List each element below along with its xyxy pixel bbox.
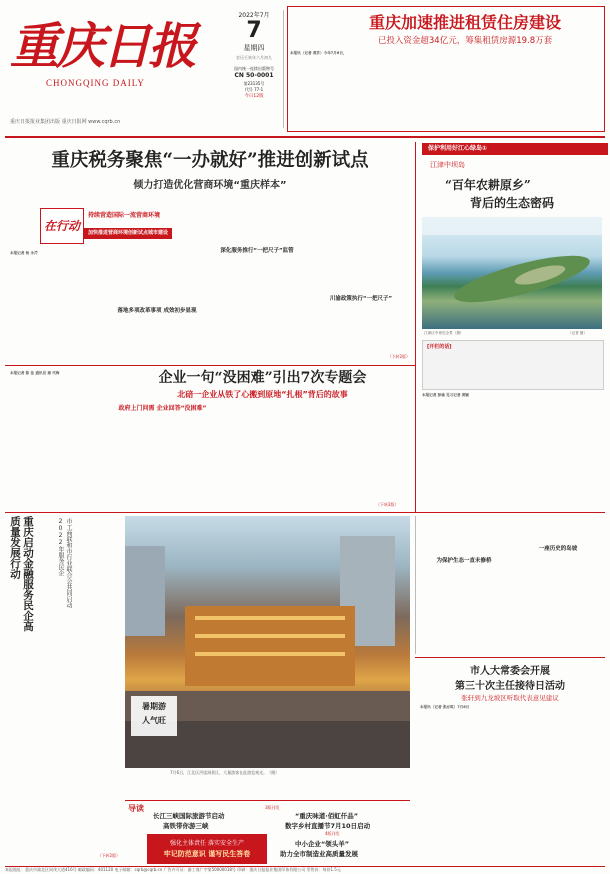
- meeting-byline: 本报讯（记者 张亦筑）7月6日: [420, 705, 470, 709]
- hongyadong-photo: [125, 516, 410, 768]
- logo: 重庆日报: [10, 17, 195, 75]
- day: 7: [246, 18, 262, 43]
- teaser3-page: 4版刊发: [325, 831, 340, 836]
- column-sub: 加快推进营商环境创新试点城市建设: [84, 228, 172, 239]
- island-caption: 江津区中坝岛全景（摄）: [424, 331, 464, 335]
- story4-headline: 重庆启动金融服务民企高质量发展行动: [9, 516, 34, 632]
- meeting-title-1: 市人大常委会开展: [470, 666, 550, 677]
- teaser1-page: 3版刊发: [265, 805, 280, 810]
- lead2-inner-heading2: 深化服务推行“一把尺子”监管: [220, 248, 294, 254]
- teaser2-line2[interactable]: 数字乡村直播节7月10日启动: [285, 822, 371, 830]
- story4-body-2: [8, 640, 120, 865]
- side-feature-title-1: “百年农耕原乡”: [445, 178, 531, 192]
- lead2-inner-heading3: 川渝政策执行“一把尺子”: [329, 296, 393, 302]
- teaser1-line1[interactable]: 长江三峡国际旅游节启动: [153, 812, 225, 820]
- story3-col1: [10, 370, 105, 510]
- lead2-col2: [112, 250, 202, 360]
- lead2-byline: 本报记者 杨 永芹: [10, 251, 38, 255]
- side-feature-kicker: 江津中坝岛: [430, 161, 465, 169]
- lead2-headline: 重庆税务聚焦“一办就好”推进创新试点: [51, 150, 369, 171]
- story3-headline: 企业一句“没困难”引出7次专题会: [158, 370, 367, 386]
- postal-code: 代号 77-1: [244, 87, 264, 92]
- cn-code: 国内统一连续出版物号: [234, 66, 274, 71]
- teaser1-line2[interactable]: 高铁带你游三峡: [163, 822, 209, 830]
- safety-ad: [147, 834, 267, 864]
- footer-text: 本报地址：重庆市渝北区同茂大道416号 邮政编码：401120 电子邮箱：cqrb@cqrb.cn 广告许可证：渝工商广字第50000018号 印刷：重庆日报报业集团印务有限公司 零售价：每份1.5元: [5, 867, 341, 872]
- policy-heading2: 一座历史的岛坡: [538, 546, 578, 552]
- story4-body: [80, 518, 120, 635]
- group-line: 重庆日报报业集团出版 重庆日报网 www.cqrb.cn: [10, 119, 121, 125]
- policy-col1: [420, 516, 508, 654]
- page-count: 今日12版: [244, 94, 264, 99]
- teaser-label: 导读: [128, 804, 144, 813]
- side-feature-body: [422, 392, 602, 512]
- side-feature-title-2: 背后的生态密码: [470, 196, 555, 210]
- date-block: [228, 10, 280, 99]
- english-name: CHONGQING DAILY: [46, 78, 145, 88]
- meeting-title-2: 第三十次主任接待日活动: [455, 681, 565, 692]
- date: 2022年7月: [238, 12, 270, 19]
- side-feature-byline: 本报记者 彭瑜 见习记者 黄颖: [422, 393, 469, 397]
- lead1-byline: 本报讯（记者 黄乔）今年7月6日，: [290, 51, 347, 55]
- lead2-col1: [10, 250, 105, 360]
- lead2-col3: [208, 208, 306, 360]
- lead1-box-border: [287, 6, 605, 132]
- lead2-subtitle: 倾力打造优化营商环境“重庆样本”: [133, 180, 287, 191]
- story3-continue: （下转2版）: [376, 502, 399, 507]
- photo-caption-box: [131, 696, 177, 736]
- photo-caption: 7月6日，江北区洪崖洞景区，大量游客在此游览观光。（摄）: [170, 770, 280, 775]
- teaser-area: [125, 800, 410, 867]
- island-illustration: [422, 217, 602, 329]
- column-banner: [40, 208, 220, 244]
- safety-ad-line1: 强化主体责任 落实安全生产: [170, 840, 244, 847]
- lead2-col4: [312, 208, 410, 360]
- teaser2-line1[interactable]: “重庆味道·佰虹仟品”: [295, 812, 359, 820]
- island-credit: （记者 摄）: [568, 331, 588, 335]
- policy-heading: 为保护生态一直未修桥: [436, 558, 492, 564]
- story4-continue: （下转2版）: [97, 853, 120, 858]
- story3-subtitle: 北碚一企业从铁了心搬到原地“扎根”背后的故事: [177, 390, 348, 399]
- story4-subtitle: 市工商联和市行业联合会共同启动2022年服务民企: [57, 518, 72, 608]
- photo-caption-title-2: 人气旺: [142, 716, 166, 725]
- cn-number: CN 50-0001: [234, 72, 274, 79]
- story3-byline: 本报记者 陈 佳 通讯员 秦 代梅: [10, 371, 60, 375]
- lunar: 农历壬寅年六月初九: [236, 55, 272, 60]
- meeting-subtitle: 张轩到九龙坡区听取代表意见建议: [461, 694, 559, 702]
- side-feature-bar: 保护利用好江心绿岛①: [422, 143, 608, 155]
- issue-number: 第23135号: [243, 81, 265, 86]
- lead2-continue: （下转2版）: [387, 354, 410, 359]
- lead2-inner-heading: 落地多项改革事项 成效初步显现: [117, 308, 197, 314]
- teaser3-line1[interactable]: 中小企业“领头羊”: [295, 840, 350, 848]
- photo-caption-title-1: 暑期游: [142, 702, 166, 711]
- policy-col2: [514, 516, 602, 654]
- side-comment-box: [422, 340, 604, 390]
- column-main: 持续营造国际一流营商环境: [88, 212, 161, 219]
- story3-quote: 政府上门问需 企业回答“没困难”: [118, 405, 207, 412]
- lead1-subtitle: 已投入资金超34亿元，筹集租赁房源19.8万套: [377, 36, 553, 46]
- safety-ad-line2: 牢记防范意识 谨写民生答卷: [163, 850, 251, 858]
- side-comment-tag: [开栏的话]: [427, 344, 452, 350]
- meeting-body: [420, 704, 602, 862]
- weekday: 星期四: [243, 44, 265, 52]
- story3-body: [115, 404, 410, 510]
- column-tag: 在行动: [40, 208, 84, 244]
- teaser3-line2[interactable]: 助力全市制造业高质量发展: [280, 850, 358, 858]
- island-photo: [422, 217, 602, 329]
- lead1-headline: 重庆加速推进租赁住房建设: [368, 13, 561, 32]
